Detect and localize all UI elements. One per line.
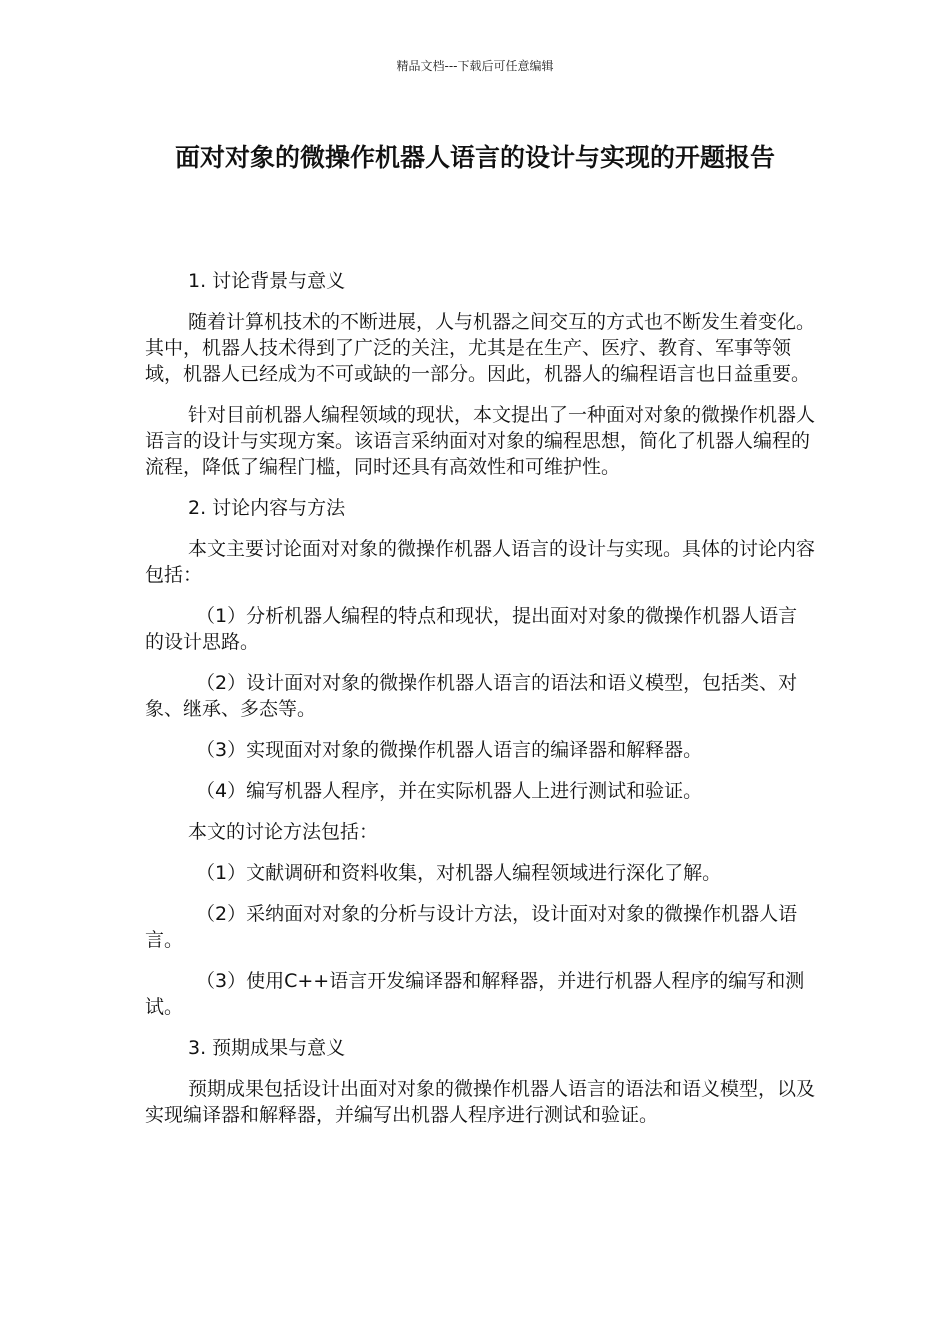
list-item: （2）采纳面对对象的分析与设计方法，设计面对对象的微操作机器人语言。 [145,903,798,951]
page-header-note: 精品文档---下载后可任意编辑 [396,59,554,73]
list-item: （3）使用C++语言开发编译器和解释器，并进行机器人程序的编写和测试。 [145,970,805,1018]
list-item: （1）分析机器人编程的特点和现状，提出面对对象的微操作机器人语言的设计思路。 [145,605,798,653]
paragraph: 随着计算机技术的不断进展，人与机器之间交互的方式也不断发生着变化。其中，机器人技术得到了广泛的关注，尤其是在生产、医疗、教育、军事等领域，机器人已经成为不可或缺的一部分。因此，机器人的编程语言也日益重要。 [145,311,816,385]
list-item: （3）实现面对对象的微操作机器人语言的编译器和解释器。 [196,739,703,761]
section-heading-background: 1. 讨论背景与意义 [188,270,346,292]
paragraph: 针对目前机器人编程领域的现状，本文提出了一种面对对象的微操作机器人语言的设计与实现方案。该语言采纳面对对象的编程思想，简化了机器人编程的流程，降低了编程门槛，同时还具有高效性和可维护性。 [145,404,816,478]
paragraph: 本文主要讨论面对对象的微操作机器人语言的设计与实现。具体的讨论内容包括： [145,538,816,586]
paragraph: 本文的讨论方法包括： [188,821,379,843]
section-heading-content-method: 2. 讨论内容与方法 [188,497,346,519]
document-body [145,268,815,1143]
section-heading-outcomes: 3. 预期成果与意义 [188,1037,346,1059]
document-title: 面对对象的微操作机器人语言的设计与实现的开题报告 [174,143,775,172]
list-item: （1）文献调研和资料收集，对机器人编程领域进行深化了解。 [196,862,722,884]
list-item: （4）编写机器人程序，并在实际机器人上进行测试和验证。 [196,780,703,802]
paragraph: 预期成果包括设计出面对对象的微操作机器人语言的语法和语义模型，以及实现编译器和解释器，并编写出机器人程序进行测试和验证。 [145,1078,816,1126]
list-item: （2）设计面对对象的微操作机器人语言的语法和语义模型，包括类、对象、继承、多态等。 [145,672,798,720]
